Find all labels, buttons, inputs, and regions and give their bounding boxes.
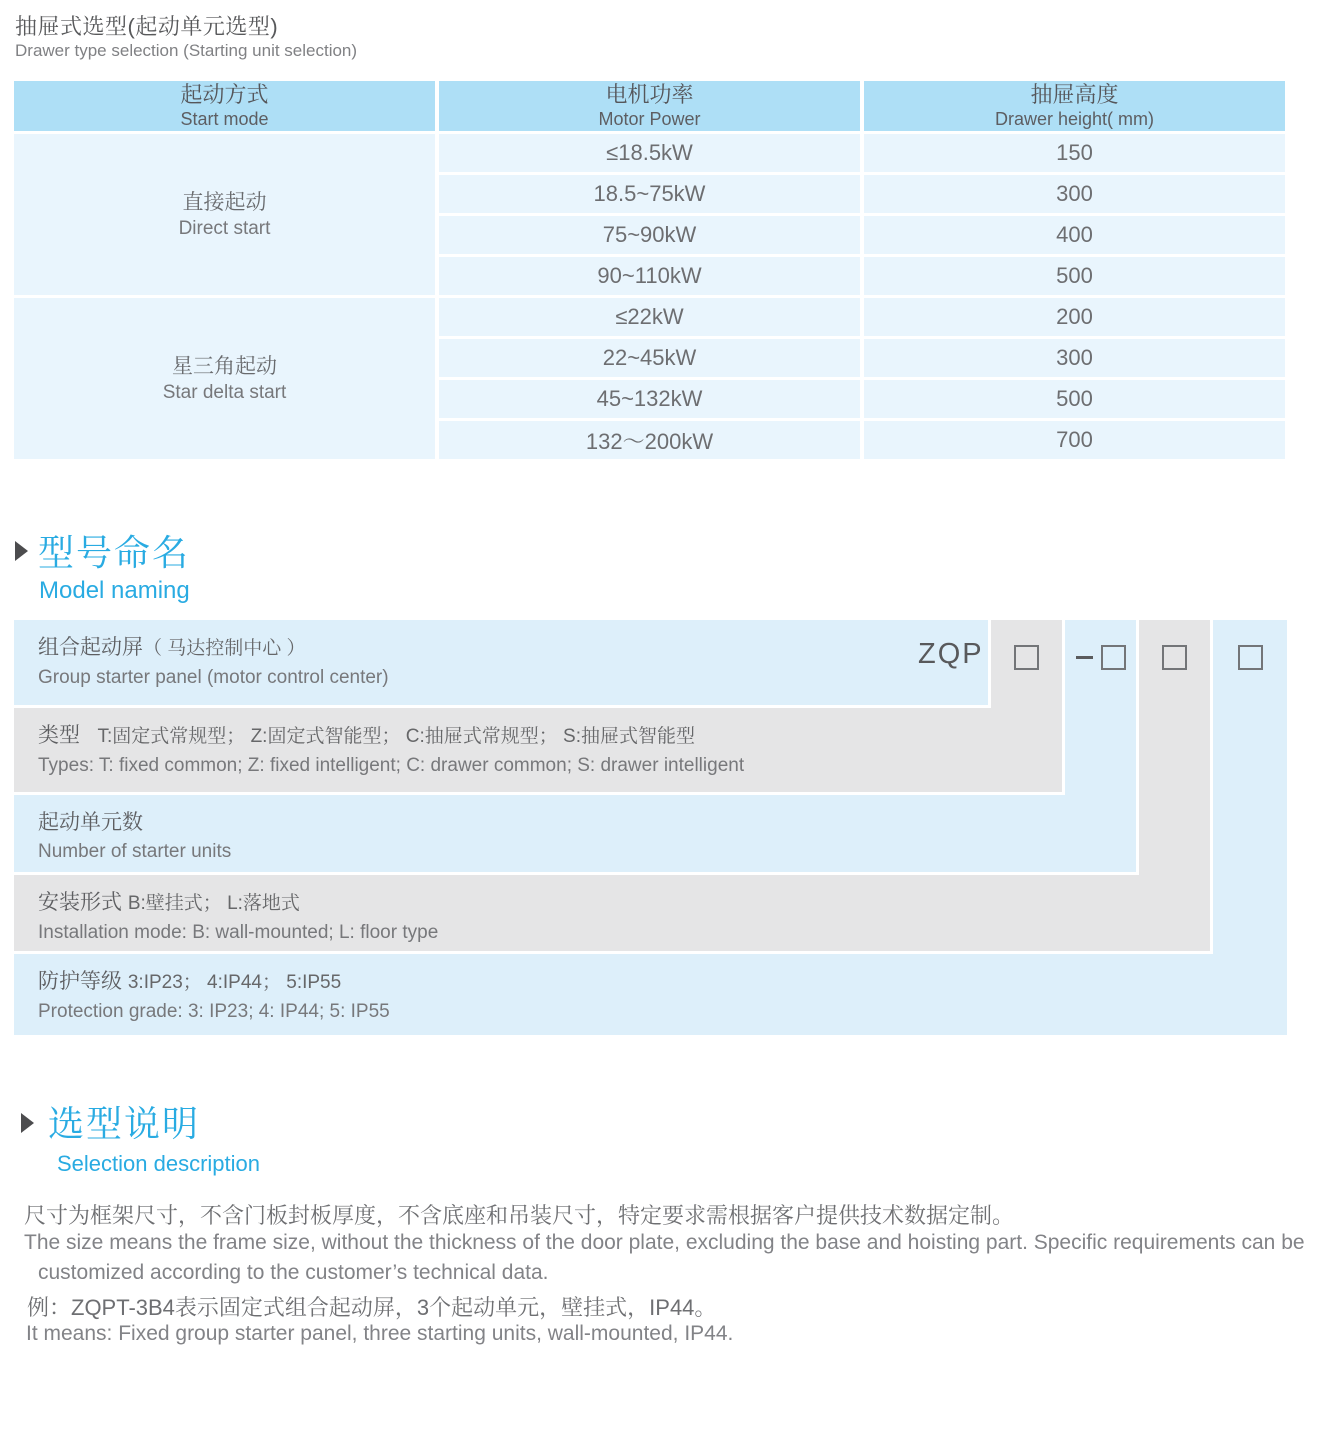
description-line-en: The size means the frame size, without the thickness of the door plate, excluding the base and hoisting part. Specific requirements can be <box>24 1231 1305 1254</box>
band-label-zh: 安装形式 B:壁挂式； L:落地式 <box>38 891 300 914</box>
table-row <box>14 134 1285 172</box>
start-mode-en: Direct start <box>178 217 271 239</box>
motor-power-cell: 90~110kW <box>439 257 860 295</box>
code-strip-protection <box>1213 620 1287 954</box>
description-line-en: It means: Fixed group starter panel, three starting units, wall-mounted, IP44. <box>26 1322 734 1345</box>
table-row <box>14 298 1285 336</box>
section-title-zh: 选型说明 <box>48 1103 201 1144</box>
description-line-zh: 例：ZQPT-3B4表示固定式组合起动屏，3个起动单元，壁挂式，IP44。 <box>27 1295 717 1320</box>
model-code-prefix: ZQP <box>918 638 984 670</box>
band-label-zh: 防护等级 3:IP23； 4:IP44； 5:IP55 <box>38 970 342 993</box>
band-label-zh: 类型 T:固定式常规型； Z:固定式智能型； C:抽屉式常规型； S:抽屉式智能型 <box>38 724 695 747</box>
drawer-height-cell: 150 <box>864 134 1285 172</box>
band-label-en: Protection grade: 3: IP23; 4: IP44; 5: IP55 <box>38 1001 390 1022</box>
band-label-en: Number of starter units <box>38 841 232 862</box>
code-placeholder-box <box>1238 645 1263 670</box>
drawer-height-cell: 300 <box>864 175 1285 213</box>
drawer-height-cell: 500 <box>864 257 1285 295</box>
dash-icon <box>1076 656 1093 659</box>
start-mode-cell-direct <box>14 134 435 295</box>
band-label-zh: 组合起动屏（ 马达控制中心 ） <box>38 636 306 659</box>
page-title-zh: 抽屉式选型(起动单元选型) <box>15 14 279 39</box>
start-mode-en: Star delta start <box>162 381 287 403</box>
drawer-height-cell: 400 <box>864 216 1285 254</box>
column-header-zh: 抽屉高度 <box>1030 82 1119 107</box>
naming-band-protection <box>14 954 1287 1035</box>
code-strip-type <box>991 620 1062 708</box>
naming-band-type <box>14 708 1062 792</box>
column-header-en: Drawer height( mm) <box>994 109 1155 129</box>
column-header-drawer-height <box>864 81 1285 131</box>
motor-power-cell: 18.5~75kW <box>439 175 860 213</box>
section-arrow-icon <box>15 541 28 561</box>
code-placeholder-box <box>1101 645 1126 670</box>
section-title-en: Selection description <box>57 1151 261 1176</box>
band-label-en: Types: T: fixed common; Z: fixed intelligent; C: drawer common; S: drawer intelligent <box>38 755 745 776</box>
band-label-zh: 起动单元数 <box>38 811 143 834</box>
drawer-selection-table <box>10 78 1289 462</box>
code-placeholder-box <box>1014 645 1039 670</box>
band-label-en: Installation mode: B: wall-mounted; L: floor type <box>38 922 439 943</box>
section-title-zh: 型号命名 <box>38 532 191 573</box>
column-header-en: Motor Power <box>598 109 701 129</box>
column-header-zh: 起动方式 <box>180 82 269 107</box>
motor-power-cell: ≤22kW <box>439 298 860 336</box>
page-title-en: Drawer type selection (Starting unit selection) <box>15 41 358 60</box>
drawer-height-cell: 500 <box>864 380 1285 418</box>
motor-power-cell: 132～200kW <box>439 421 860 459</box>
naming-band-unit-count <box>14 795 1136 872</box>
column-header-en: Start mode <box>180 109 269 129</box>
description-line-zh: 尺寸为框架尺寸，不含门板封板厚度，不含底座和吊装尺寸，特定要求需根据客户提供技术数据定制。 <box>24 1203 1015 1228</box>
description-line-en: customized according to the customer’s technical data. <box>38 1261 549 1284</box>
section-title-en: Model naming <box>39 577 190 604</box>
naming-band-installation <box>14 875 1210 951</box>
drawer-height-cell: 300 <box>864 339 1285 377</box>
drawer-height-cell: 200 <box>864 298 1285 336</box>
motor-power-cell: 75~90kW <box>439 216 860 254</box>
code-strip-unit-count <box>1065 620 1136 795</box>
band-label-en: Group starter panel (motor control center) <box>38 667 389 688</box>
motor-power-cell: ≤18.5kW <box>439 134 860 172</box>
code-placeholder-box <box>1162 645 1187 670</box>
naming-band-group-starter <box>14 620 988 705</box>
motor-power-cell: 45~132kW <box>439 380 860 418</box>
column-header-zh: 电机功率 <box>605 82 694 107</box>
code-strip-installation <box>1139 620 1210 875</box>
motor-power-cell: 22~45kW <box>439 339 860 377</box>
table-header-row <box>14 81 1285 131</box>
start-mode-zh: 星三角起动 <box>172 354 277 378</box>
drawer-height-cell: 700 <box>864 421 1285 459</box>
start-mode-cell-star-delta <box>14 298 435 459</box>
column-header-motor-power <box>439 81 860 131</box>
column-header-start-mode <box>14 81 435 131</box>
start-mode-zh: 直接起动 <box>182 190 267 214</box>
section-arrow-icon <box>21 1113 34 1133</box>
